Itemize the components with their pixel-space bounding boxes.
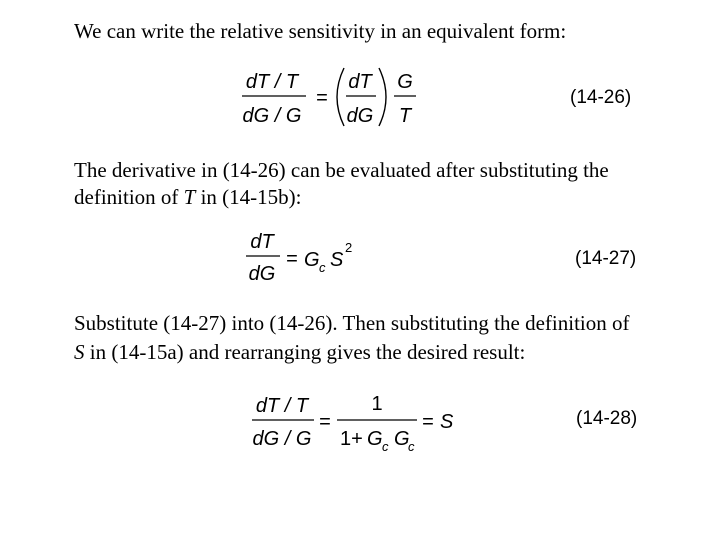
eq28-equals-sign-2: = [422, 411, 434, 433]
eq27-rhs-g: G [304, 249, 320, 271]
para2-line1: The derivative in (14-26) can be evaluated after substituting the [74, 158, 609, 182]
eq27-number: (14-27) [575, 248, 637, 269]
eq28-mid-one-plus: 1+ [340, 428, 363, 450]
equation-14-27 [242, 226, 372, 288]
eq26-factor-numerator: G [397, 71, 413, 93]
eq28-mid-numerator: 1 [371, 393, 383, 415]
eq26-number: (14-26) [570, 87, 632, 108]
eq27-rhs-exponent: 2 [345, 240, 353, 255]
eq26-paren-numerator: dT [348, 71, 372, 93]
para3-line2: S in (14-15a) and rearranging gives the desired result: [74, 340, 526, 364]
eq27-lhs-denominator: dG [248, 263, 276, 285]
eq28-rhs-s: S [440, 411, 454, 433]
eq26-paren-denominator: dG [346, 105, 374, 127]
eq27-equals-sign: = [286, 248, 298, 270]
eq26-right-paren [379, 68, 386, 126]
eq27-rhs-s: S [330, 249, 344, 271]
equation-14-28 [250, 388, 460, 454]
para3-line1: Substitute (14-27) into (14-26). Then substituting the definition of [74, 311, 630, 335]
eq26-lhs-numerator: dT / T [245, 71, 299, 93]
equation-14-26 [240, 64, 430, 130]
eq27-rhs-c-subscript: c [319, 260, 326, 275]
eq26-left-paren [337, 68, 344, 126]
eq26-lhs-denominator: dG / G [242, 105, 302, 127]
eq26-equals-sign: = [316, 87, 328, 109]
eq28-mid-c1-subscript: c [382, 439, 389, 454]
eq28-lhs-denominator: dG / G [252, 428, 312, 450]
variable-s: S [74, 340, 85, 364]
eq28-number: (14-28) [576, 408, 638, 429]
eq28-lhs-numerator: dT / T [255, 395, 309, 417]
eq27-lhs-numerator: dT [250, 231, 274, 253]
eq28-mid-g2: G [394, 428, 410, 450]
eq28-equals-sign-1: = [319, 411, 331, 433]
eq28-mid-c2-subscript: c [408, 439, 415, 454]
intro-text: We can write the relative sensitivity in an equivalent form: [74, 19, 567, 43]
variable-t: T [183, 185, 196, 209]
para2-line2: definition of T in (14-15b): [74, 185, 302, 209]
eq28-mid-g1: G [367, 428, 383, 450]
eq26-factor-denominator: T [398, 105, 412, 127]
